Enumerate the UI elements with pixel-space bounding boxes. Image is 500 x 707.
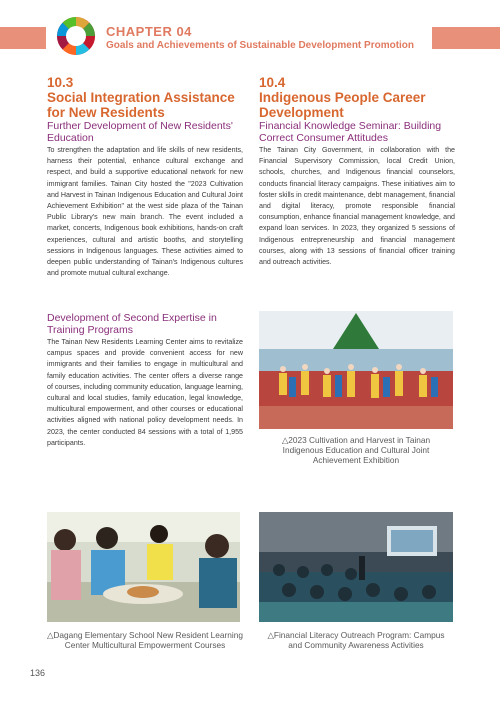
financial-caption: △Financial Literacy Outreach Program: Campus and Community Awareness Activities: [267, 630, 445, 651]
header-accent-bar-left: [0, 27, 46, 49]
body-paragraph: The Tainan City Government, in collaboration with the Financial Supervisory Commission, local Credit Union, schools, churches, and Indigenous financial counselors, conducts financial literacy campaigns. These initiatives aim to foster skills in credit maintenance, debt management, financial and digital literacy, promote responsible financial consumption, enhance financial management knowledge, and expand loan services. In 2023, they organized 5 sessions of Indigenous entrepreneurship and financial management courses, along with 13 sessions of financial officer training and outreach activities.: [259, 146, 455, 267]
subsection-title: Further Development of New Residents' Education: [47, 120, 233, 144]
exhibition-caption: △2023 Cultivation and Harvest in Tainan Indigenous Education and Cultural Joint Achievement Exhibition: [281, 435, 431, 466]
subsection-title: Financial Knowledge Seminar: Building Correct Consumer Attitudes: [259, 120, 442, 144]
chapter-label: CHAPTER 04: [106, 24, 192, 39]
sdg-wheel-icon: [56, 16, 96, 56]
seminar-photo: [259, 512, 453, 622]
body-paragraph: To strengthen the adaptation and life skills of new residents, harness their potential, enhance cultural exchange and respect, and build a supportive educational network for new immigrant families. Tainan City hosted the "2023 Cultivation and Harvest in Tainan Indigenous Education and Cultural Joint Achievement Exhibition" at the west side plaza of the Tainan Public Library's new main branch. The event included a market, concerts, Indigenous book exhibitions, hands-on craft experiences, cultural and artistic booths, and storytelling sessions in Indigenous languages. These activities aimed to deepen public understanding of Tainan's Indigenous cultures and promote mutual cultural exchange.: [47, 146, 243, 278]
section-title: Social Integration Assistance for New Residents: [47, 90, 235, 120]
page-number: 136: [30, 668, 46, 678]
right-column: [259, 75, 455, 268]
section-number: 10.4: [259, 75, 286, 90]
exhibition-photo: [259, 311, 453, 429]
section-number: 10.3: [47, 75, 74, 90]
left-column: [47, 75, 243, 279]
header-accent-bar-right: [432, 27, 500, 49]
body-paragraph: The Tainan New Residents Learning Center aims to revitalize campus spaces and provide convenient access for new immigrants and their families to engage in multicultural and family education activities. The center offers a diverse range of courses, including community education, language learning, cultural and local studies, family education, legal knowledge, multicultural empowerment, and other courses or educational activities aligned with national policy development needs. In 2023, the center conducted 84 sessions with a total of 1,955 participants.: [47, 338, 243, 447]
dagang-caption: △Dagang Elementary School New Resident Learning Center Multicultural Empowerment Courses: [47, 630, 243, 651]
subsection-title: Development of Second Expertise in Training Programs: [47, 312, 217, 336]
chapter-subtitle: Goals and Achievements of Sustainable Development Promotion: [106, 40, 415, 51]
left-column-second: [47, 312, 243, 449]
section-title: Indigenous People Career Development: [259, 90, 426, 120]
classroom-photo: [47, 512, 240, 622]
